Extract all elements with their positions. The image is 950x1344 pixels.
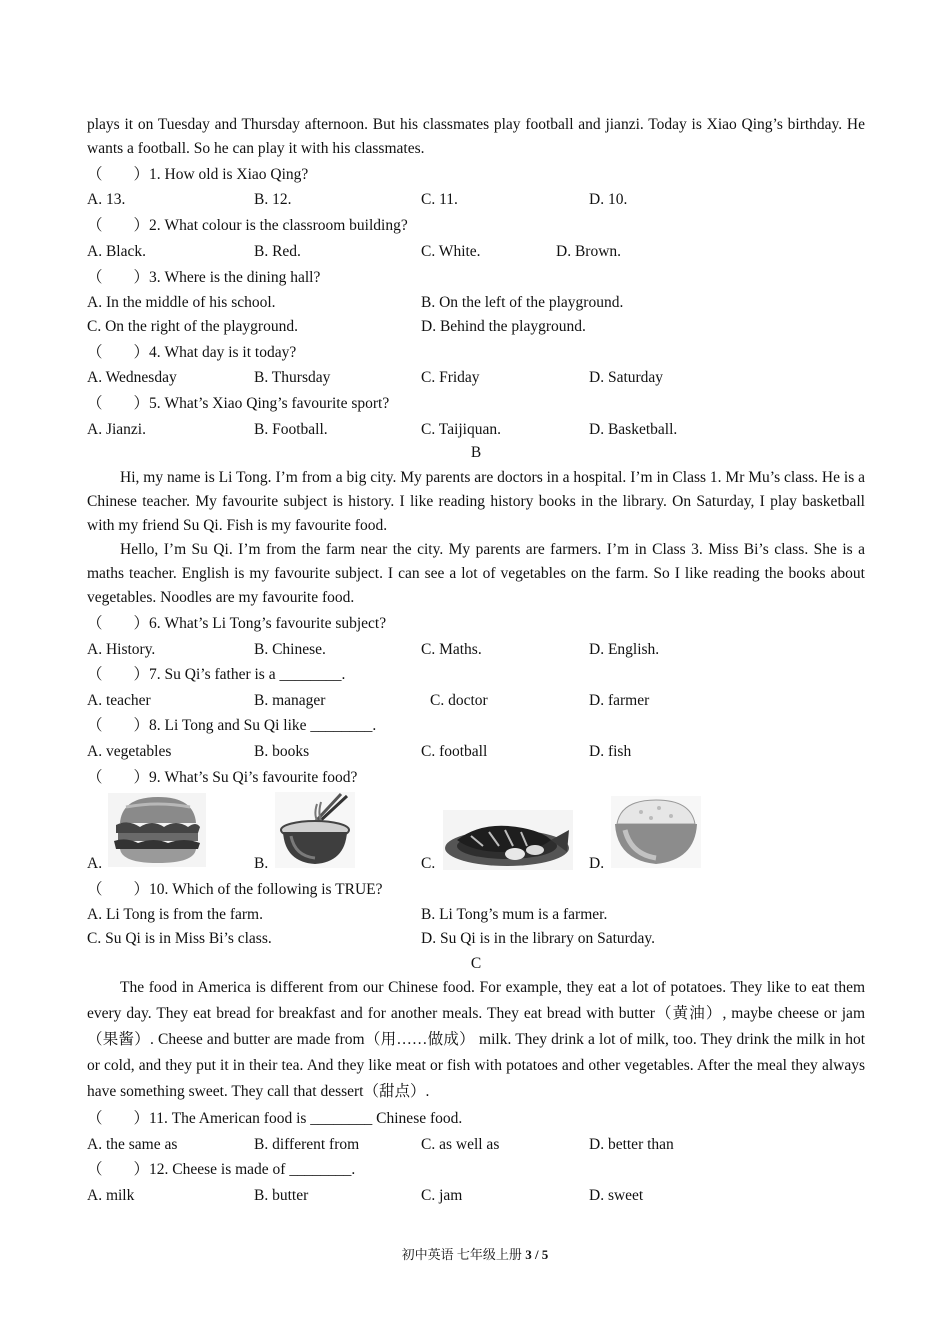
answer-paren: （ ） [87, 269, 150, 286]
question-5: （ ）5. What’s Xiao Qing’s favourite sport? [87, 395, 390, 412]
option: C. 11. [421, 191, 458, 208]
passage-b-li-tong: Hi, my name is Li Tong. I’m from a big city. My parents are doctors in a hospital. I’m in Class 1. Mr Mu’s class. He is a Chinese teacher. My favourite subject is history. I like reading history books in the library. On Saturday, I play basketball with my friend Su Qi. Fish is my favourite food. [87, 469, 865, 534]
option: D. farmer [589, 692, 650, 709]
question-10: （ ）10. Which of the following is TRUE? [87, 881, 383, 898]
option: A. vegetables [87, 743, 172, 760]
question-2: （ ）2. What colour is the classroom building? [87, 217, 408, 234]
answer-paren: （ ） [87, 769, 150, 786]
option: A. [87, 855, 103, 872]
answer-paren: （ ） [87, 615, 150, 632]
answer-paren: （ ） [87, 881, 150, 898]
noodles-picture [275, 792, 355, 868]
option: A. Li Tong is from the farm. [87, 906, 263, 923]
option: B. Football. [254, 421, 328, 438]
option: D. 10. [589, 191, 628, 208]
option: A. milk [87, 1187, 135, 1204]
option: D. Behind the playground. [421, 318, 586, 335]
option: B. [254, 855, 269, 872]
option: B. Red. [254, 243, 301, 260]
option: D. [589, 855, 605, 872]
option: A. Wednesday [87, 369, 177, 386]
page-footer [0, 1244, 950, 1263]
option: D. better than [589, 1136, 674, 1153]
option: C. White. [421, 243, 481, 260]
question-8: （ ）8. Li Tong and Su Qi like ________. [87, 717, 377, 734]
rice-picture [611, 796, 701, 868]
option: B. 12. [254, 191, 292, 208]
answer-paren: （ ） [87, 666, 150, 683]
option: A. the same as [87, 1136, 178, 1153]
option: A. Jianzi. [87, 421, 146, 438]
option: B. books [254, 743, 310, 760]
question-11: （ ）11. The American food is ________ Chinese food. [87, 1110, 463, 1127]
option: C. Taijiquan. [421, 421, 501, 438]
footer-title: 初中英语 七年级上册 [401, 1247, 526, 1262]
option: C. On the right of the playground. [87, 318, 298, 335]
option: A. teacher [87, 692, 151, 709]
option: D. English. [589, 641, 660, 658]
page-number: 3 / 5 [525, 1247, 549, 1262]
question-1: （ ）1. How old is Xiao Qing? [87, 166, 309, 183]
answer-paren: （ ） [87, 1161, 150, 1178]
answer-paren: （ ） [87, 717, 150, 734]
option: A. History. [87, 641, 156, 658]
question-7: （ ）7. Su Qi’s father is a ________. [87, 666, 346, 683]
option: C. Maths. [421, 641, 482, 658]
option: C. doctor [430, 692, 488, 709]
answer-paren: （ ） [87, 395, 150, 412]
question-4: （ ）4. What day is it today? [87, 344, 297, 361]
answer-paren: （ ） [87, 344, 150, 361]
option: D. Su Qi is in the library on Saturday. [421, 930, 656, 947]
hamburger-picture [108, 793, 206, 867]
option: D. Basketball. [589, 421, 678, 438]
option: C. [421, 855, 436, 872]
option: C. jam [421, 1187, 463, 1204]
option: D. sweet [589, 1187, 644, 1204]
option: A. Black. [87, 243, 146, 260]
answer-paren: （ ） [87, 217, 150, 234]
option: C. as well as [421, 1136, 500, 1153]
option: C. Su Qi is in Miss Bi’s class. [87, 930, 272, 947]
section-c-title: C [470, 955, 482, 972]
passage-b-su-qi: Hello, I’m Su Qi. I’m from the farm near the city. My parents are farmers. I’m in Class 3. Miss Bi’s class. She is a maths teacher. English is my favourite subject. I can see a lot of vegetables on the farm. So I like reading the books about vegetables. Noodles are my favourite food. [87, 541, 865, 606]
option: B. On the left of the playground. [421, 294, 624, 311]
passage-c-american-food: The food in America is different from our Chinese food. For example, they eat a lot of potatoes. They like to eat them every day. They eat bread for breakfast and for another meals. They eat bread with butter（黄油）, maybe cheese or jam（果酱）. Cheese and butter are made from（用……做成） milk. They drink a lot of milk, too. They drink the milk in hot or cold, and they put it in their tea. And they like meat or fish with potatoes and other vegetables. After the meal they always have something sweet. They call that dessert（甜点）. [87, 979, 865, 1100]
question-3: （ ）3. Where is the dining hall? [87, 269, 321, 286]
option: B. different from [254, 1136, 360, 1153]
option: A. In the middle of his school. [87, 294, 276, 311]
option: D. fish [589, 743, 632, 760]
option: B. Thursday [254, 369, 331, 386]
question-9: （ ）9. What’s Su Qi’s favourite food? [87, 769, 358, 786]
option: B. Chinese. [254, 641, 326, 658]
option: C. football [421, 743, 488, 760]
option: D. Brown. [556, 243, 622, 260]
option: B. manager [254, 692, 326, 709]
fish-picture [443, 810, 573, 870]
section-b-title: B [470, 444, 482, 461]
option: A. 13. [87, 191, 126, 208]
question-12: （ ）12. Cheese is made of ________. [87, 1161, 356, 1178]
option: C. Friday [421, 369, 480, 386]
passage-a-end: plays it on Tuesday and Thursday afternoon. But his classmates play football and jianzi. Today is Xiao Qing’s birthday. He wants a football. So he can play it with his classmates. [87, 116, 865, 157]
option: B. Li Tong’s mum is a farmer. [421, 906, 608, 923]
answer-paren: （ ） [87, 166, 150, 183]
option: D. Saturday [589, 369, 664, 386]
answer-paren: （ ） [87, 1110, 150, 1127]
question-6: （ ）6. What’s Li Tong’s favourite subject? [87, 615, 387, 632]
option: B. butter [254, 1187, 309, 1204]
